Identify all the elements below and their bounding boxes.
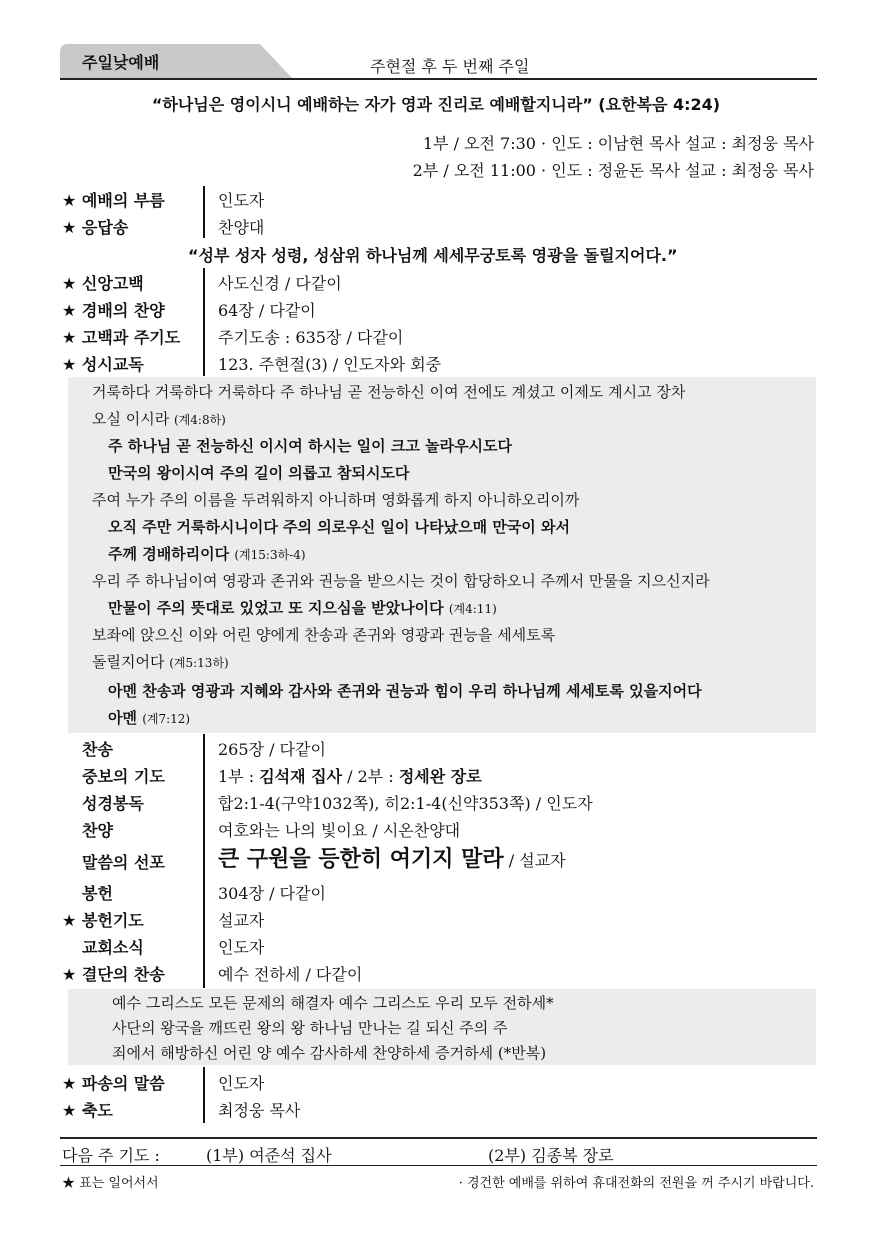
order-value: 64장 / 다같이 [218,301,316,320]
order-label: 중보의 기도 [82,767,165,786]
order-value: 설교자 [218,911,265,930]
hymn-line: 사단의 왕국을 깨뜨린 왕의 왕 하나님 만나는 길 되신 주의 주 [112,1019,508,1037]
phone-note: · 경건한 예배를 위하여 휴대전화의 전원을 꺼 주시기 바랍니다. [458,1176,814,1191]
intercessory-prayer-value: 1부 : 김석재 집사 / 2부 : 정세완 장로 [218,767,482,786]
order-value: 사도신경 / 다같이 [218,274,342,293]
service-type-title: 주일낮예배 [82,53,160,72]
order-label: 찬양 [82,821,113,840]
order-label: 말씀의 선포 [82,853,165,872]
reading-line: 주여 누가 주의 이름을 두려워하지 아니하며 영화롭게 하지 아니하오리이까 [92,491,580,509]
column-divider [203,268,205,376]
sermon-title: 큰 구원을 등한히 여기지 말라 [218,847,504,872]
order-label: ★ 성시교독 [62,355,144,374]
sermon-value: 큰 구원을 등한히 여기지 말라 / 설교자 [218,847,566,872]
order-value: 찬양대 [218,218,265,237]
theme-verse: “하나님은 영이시니 예배하는 자가 영과 진리로 예배할지니라” (요한복음 4:24) [151,95,721,114]
reading-line-congregation: 아멘 (계7:12) [108,709,191,727]
order-label: 봉헌 [82,884,113,903]
service-info-2: 2부 / 오전 11:00 · 인도 : 정윤돈 목사 설교 : 최정웅 목사 [412,161,814,180]
order-value: 인도자 [218,1074,265,1093]
order-value: 최정웅 목사 [218,1101,301,1120]
order-value: 304장 / 다같이 [218,884,326,903]
hymn-line: 예수 그리스도 모든 문제의 해결자 예수 그리스도 우리 모두 전하세* [112,994,554,1012]
reading-line: 거룩하다 거룩하다 거룩하다 주 하나님 곧 전능하신 이여 전에도 계셨고 이제도 계시고 장차 [92,383,686,401]
order-label: 성경봉독 [82,794,144,813]
column-divider [203,1067,205,1123]
header-divider [60,78,817,80]
reading-line-congregation: 오직 주만 거룩하시니이다 주의 의로우신 일이 나타났으매 만국이 와서 [108,518,570,536]
order-value: 합2:1-4(구약1032쪽), 히2:1-4(신약353쪽) / 인도자 [218,794,593,813]
footer-divider [60,1137,817,1139]
reading-line-congregation: 주 하나님 곧 전능하신 이시여 하시는 일이 크고 놀라우시도다 [108,437,513,455]
column-divider [203,186,205,238]
order-value: 123. 주현절(3) / 인도자와 회중 [218,355,442,374]
liturgical-week: 주현절 후 두 번째 주일 [370,57,530,76]
next-prayer-1: (1부) 여준석 집사 [206,1146,332,1165]
order-label: ★ 신앙고백 [62,274,144,293]
hymn-line: 죄에서 해방하신 어린 양 예수 감사하세 찬양하세 증거하세 (*반복) [112,1044,547,1062]
stand-note: ★ 표는 일어서서 [62,1176,159,1191]
order-label: ★ 결단의 찬송 [62,965,165,984]
order-label: ★ 파송의 말씀 [62,1074,165,1093]
reading-line: 오실 이시라 (계4:8하) [92,410,226,428]
column-divider [203,734,205,988]
order-value: 인도자 [218,191,265,210]
reading-line-congregation: 아멘 찬송과 영광과 지혜와 감사와 존귀와 권능과 힘이 우리 하나님께 세세토록 있을지어다 [108,682,702,700]
reading-line: 보좌에 앉으신 이와 어린 양에게 찬송과 존귀와 영광과 권능을 세세토록 [92,626,556,644]
order-label: ★ 축도 [62,1101,113,1120]
order-value: 여호와는 나의 빛이요 / 시온찬양대 [218,821,461,840]
order-value: 주기도송 : 635장 / 다같이 [218,328,404,347]
order-label: 찬송 [82,740,113,759]
footer-divider-thin [60,1165,817,1166]
order-label: ★ 경배의 찬양 [62,301,165,320]
order-value: 예수 전하세 / 다같이 [218,965,363,984]
order-value: 인도자 [218,938,265,957]
reading-line: 우리 주 하나님이여 영광과 존귀와 권능을 받으시는 것이 합당하오니 주께서 만물을 지으신지라 [92,572,710,590]
reading-line-congregation: 주께 경배하리이다 (계15:3하-4) [108,545,306,563]
doxology: “성부 성자 성령, 성삼위 하나님께 세세무궁토록 영광을 돌릴지어다.” [188,246,678,265]
reading-line-congregation: 만국의 왕이시여 주의 길이 의롭고 참되시도다 [108,464,410,482]
order-label: ★ 예배의 부름 [62,191,165,210]
reading-line: 돌릴지어다 (계5:13하) [92,653,229,671]
reading-line-congregation: 만물이 주의 뜻대로 있었고 또 지으심을 받았나이다 (계4:11) [108,599,497,617]
service-info-1: 1부 / 오전 7:30 · 인도 : 이남현 목사 설교 : 최정웅 목사 [422,134,814,153]
order-label: 교회소식 [82,938,144,957]
order-label: ★ 고백과 주기도 [62,328,181,347]
order-label: ★ 봉헌기도 [62,911,144,930]
next-prayer-label: 다음 주 기도 : [62,1146,160,1165]
next-prayer-2: (2부) 김종복 장로 [488,1146,614,1165]
order-label: ★ 응답송 [62,218,129,237]
order-value: 265장 / 다같이 [218,740,326,759]
